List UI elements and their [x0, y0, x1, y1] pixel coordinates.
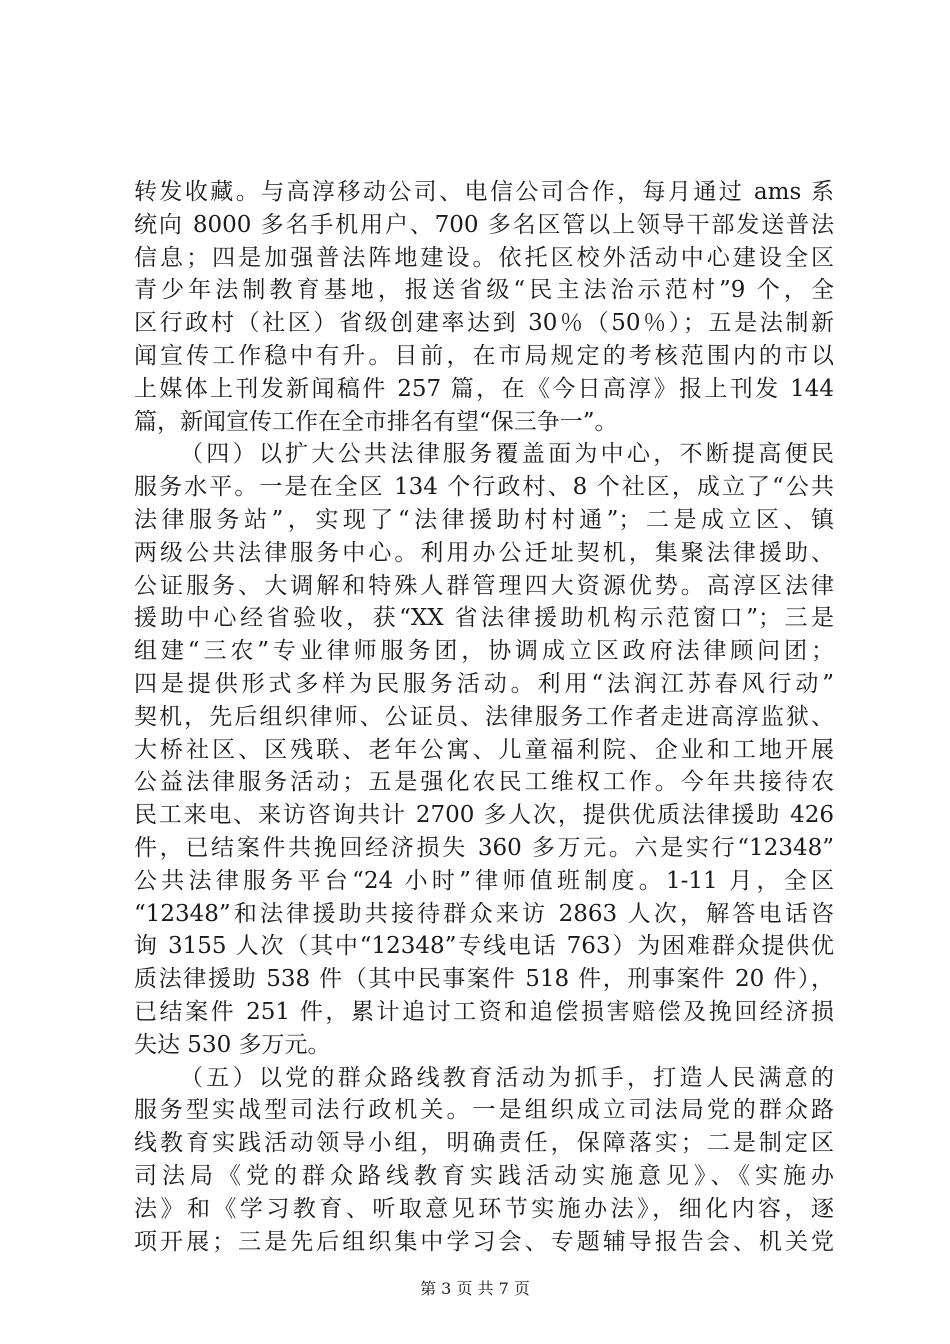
text-line: 大桥社区、区残联、老年公寓、儿童福利院、企业和工地开展 — [134, 736, 834, 763]
text-line: 青少年法制教育基地，报送省级“民主法治示范村”9 个，全 — [134, 277, 834, 304]
text-line: 统向 8000 多名手机用户、700 多名区管以上领导干部发送普法 — [134, 211, 834, 238]
text-line: 服务水平。一是在全区 134 个行政村、8 个社区，成立了“公共 — [134, 474, 834, 501]
paragraph-3 — [134, 1062, 834, 1259]
text-line: 服务型实战型司法行政机关。一是组织成立司法局党的群众路 — [134, 1097, 834, 1124]
text-line: （五）以党的群众路线教育活动为抓手，打造人民满意的 — [180, 1064, 834, 1091]
text-line: 线教育实践活动领导小组，明确责任，保障落实；二是制定区 — [134, 1130, 834, 1157]
text-line: 件，已结案件共挽回经济损失 360 多万元。六是实行“12348” — [134, 834, 834, 861]
text-line: 民工来电、来访咨询共计 2700 多人次，提供优质法律援助 426 — [134, 802, 834, 829]
text-line: 法》和《学习教育、听取意见环节实施办法》，细化内容，逐 — [134, 1195, 834, 1222]
text-line: 项开展；三是先后组织集中学习会、专题辅导报告会、机关党 — [134, 1228, 834, 1255]
text-line: 信息；四是加强普法阵地建设。依托区校外活动中心建设全区 — [134, 244, 834, 271]
text-line: “12348”和法律援助共接待群众来访 2863 人次，解答电话咨 — [134, 900, 834, 927]
text-line: 两级公共法律服务中心。利用办公迁址契机，集聚法律援助、 — [134, 539, 834, 566]
paragraph-2 — [134, 438, 834, 1061]
text-line: 援助中心经省验收，获“XX 省法律援助机构示范窗口”；三是 — [134, 605, 834, 632]
text-line: 公共法律服务平台“24 小时”律师值班制度。1-11 月，全区 — [134, 867, 834, 894]
text-line: 区行政村（社区）省级创建率达到 30％（50％）；五是法制新 — [134, 310, 834, 337]
text-line: 司法局《党的群众路线教育实践活动实施意见》、《实施办 — [134, 1162, 834, 1189]
text-line: 转发收藏。与高淳移动公司、电信公司合作，每月通过 ams 系 — [134, 179, 834, 205]
text-line: 询 3155 人次（其中“12348”专线电话 763）为困难群众提供优 — [134, 933, 834, 960]
text-line: 四是提供形式多样为民服务活动。利用“法润江苏春风行动” — [134, 670, 834, 697]
page-number-footer: 第 3 页 共 7 页 — [420, 1279, 530, 1298]
text-line: 公益法律服务活动；五是强化农民工维权工作。今年共接待农 — [134, 769, 834, 796]
text-line: 失达 530 多万元。 — [134, 1031, 331, 1058]
text-line: 组建“三农”专业律师服务团，协调成立区政府法律顾问团； — [134, 638, 834, 665]
text-line: 已结案件 251 件，累计追讨工资和追偿损害赔偿及挽回经济损 — [134, 998, 834, 1025]
text-line: 闻宣传工作稳中有升。目前，在市局规定的考核范围内的市以 — [134, 342, 834, 369]
text-line: 法律服务站”，实现了“法律援助村村通”；二是成立区、镇 — [134, 506, 834, 533]
text-line: 公证服务、大调解和特殊人群管理四大资源优势。高淳区法律 — [134, 572, 834, 599]
text-line: 篇，新闻宣传工作在全市排名有望“保三争一”。 — [134, 408, 618, 435]
document-body — [134, 176, 834, 1258]
paragraph-1 — [134, 176, 834, 438]
text-line: 契机，先后组织律师、公证员、法律服务工作者走进高淳监狱、 — [134, 703, 834, 730]
text-line: （四）以扩大公共法律服务覆盖面为中心，不断提高便民 — [180, 441, 834, 468]
text-line: 上媒体上刊发新闻稿件 257 篇，在《今日高淳》报上刊发 144 — [134, 375, 834, 402]
text-line: 质法律援助 538 件（其中民事案件 518 件，刑事案件 20 件）， — [134, 966, 834, 993]
